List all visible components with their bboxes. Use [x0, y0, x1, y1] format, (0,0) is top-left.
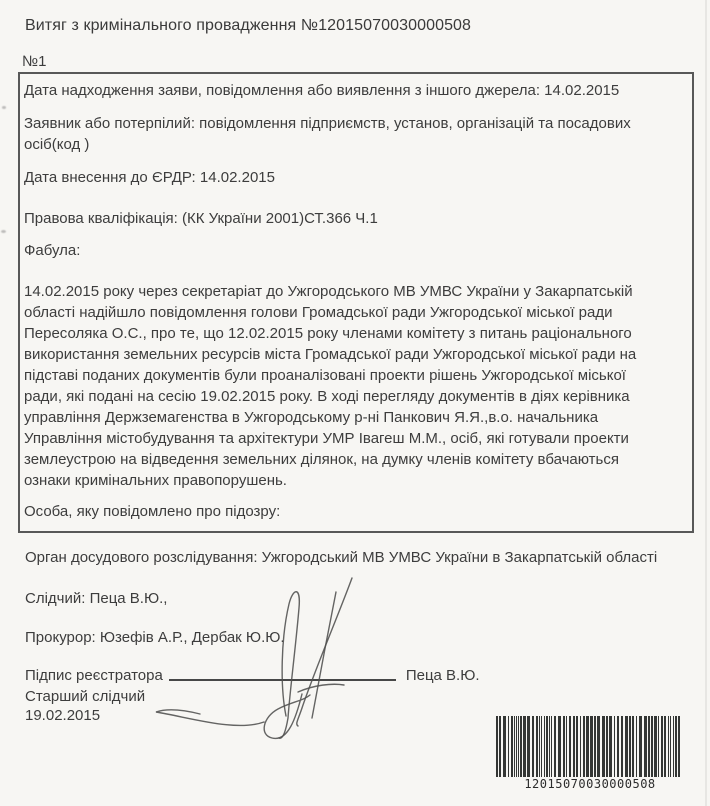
field-legal-qualification: Правова кваліфікація: (КК України 2001)СТ.366 Ч.1	[24, 210, 378, 227]
barcode	[496, 716, 684, 791]
field-date-received: Дата надходження заяви, повідомлення або виявлення з іншого джерела: 14.02.2015	[24, 82, 620, 99]
barcode-number: 12015070030000508	[524, 777, 656, 791]
handwritten-signature-image	[140, 552, 420, 752]
registration-date: 19.02.2015	[25, 707, 101, 724]
case-details-box	[18, 72, 694, 533]
registrar-position: Старший слідчий	[25, 688, 146, 705]
investigation-organ-line: Орган досудового розслідування: Ужгородський МВ УМВС України в Закарпатській області	[25, 549, 658, 566]
field-date-erdr: Дата внесення до ЄРДР: 14.02.2015	[24, 169, 275, 186]
fabula-paragraph: 14.02.2015 року через секретаріат до Ужгородського МВ УМВС України у Закарпатській області надійшло повідомлення голови Громадської ради Ужгородської міської ради Пересоляка О.С., про те, що 12.02.2015 року членами комітету з питань раціонального використання земельних ресурсів міста Громадської ради Ужгородської міської ради на підставі поданих документів були проаналізовані проекти рішень Ужгородської міської ради, які подані на сесію 19.02.2015 року. В ході перегляду документів в діях керівника управління Держземагенства в Ужгородському р-ні Панкович Я.Я.,в.о. начальника Управління містобудування та архітектури УМР Івагеш М.М., осіб, які готували проекти землеустрою на відведення земельних ділянок, на думку членів комітету вбачаються ознаки кримінальних правопорушень.	[24, 283, 637, 489]
prosecutor-line: Прокурор: Юзефів А.Р., Дербак Ю.Ю.	[25, 629, 285, 646]
field-suspect-notified: Особа, яку повідомлено про підозру:	[24, 503, 281, 520]
field-fabula-label: Фабула:	[24, 242, 81, 259]
scan-artifact-speck	[2, 106, 6, 109]
registrar-signature-label: Підпис реєстратора	[25, 667, 163, 684]
barcode-bars	[496, 716, 684, 777]
field-applicant: Заявник або потерпілий: повідомлення підприємств, установ, організацій та посадових осіб(код )	[24, 115, 631, 153]
signature-line	[169, 667, 396, 681]
registrar-signature-row	[25, 665, 480, 686]
registrar-signature-name: Пеца В.Ю.	[405, 667, 480, 684]
scan-artifact-speck	[1, 230, 6, 233]
scan-edge-shade	[705, 0, 707, 806]
investigator-line: Слідчий: Пеца В.Ю.,	[25, 590, 168, 607]
document-title: Витяг з кримінального провадження №12015070030000508	[25, 17, 472, 34]
record-number-label: №1	[22, 53, 47, 70]
